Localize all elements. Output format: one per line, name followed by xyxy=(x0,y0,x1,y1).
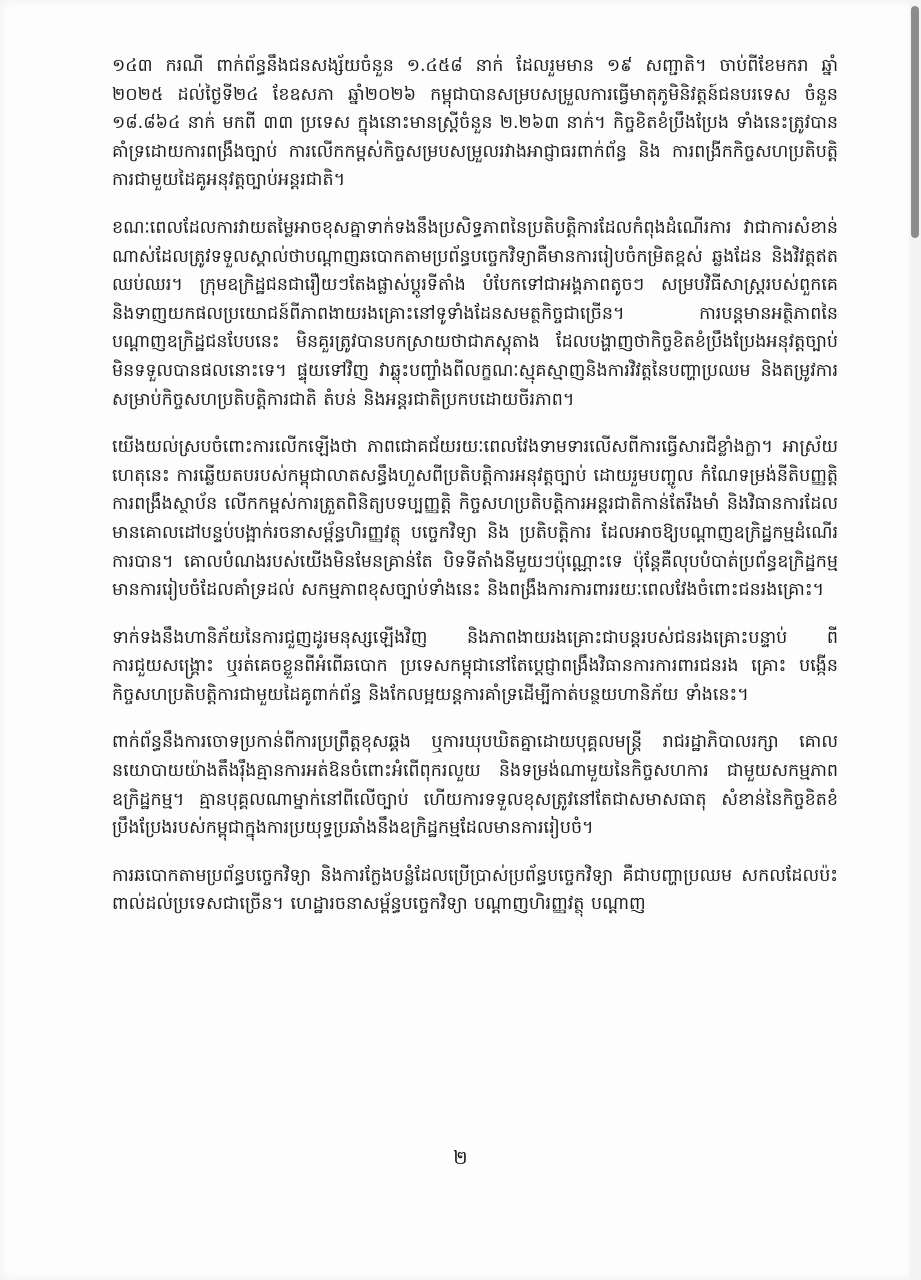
scrollbar-thumb[interactable] xyxy=(911,6,919,238)
paragraph-1: ១៤៣ ករណី ពាក់ព័ន្ធនឹងជនសង្ស័យចំនួន ១.៤៥៨ នាក់ ដែលរួមមាន ១៩ សញ្ជាតិ។ ចាប់ពីខែមករា ឆ្នាំ ២០២៥ ដល់ថ្ងៃទី២៤ ខែឧសភា ឆ្នាំ២០២៦ កម្ពុជាបានសម្របសម្រួលការធ្វើមាតុភូមិនិវត្តន៍ជនបរទេស ចំនួន ១៨.៨៦៤ នាក់ មកពី ៣៣ ប្រទេស ក្នុងនោះមានស្ត្រីចំនួន ២.២៦៣ នាក់។ កិច្ចខិតខំប្រឹងប្រែង ទាំងនេះត្រូវបានគាំទ្រដោយការពង្រឹងច្បាប់ ការលើកកម្ពស់កិច្ចសម្របសម្រួលរវាងអាជ្ញាធរពាក់ព័ន្ធ និង ការពង្រីកកិច្ចសហប្រតិបត្តិការជាមួយដៃគូអនុវត្តច្បាប់អន្តរជាតិ។ xyxy=(112,56,838,191)
paragraph-3: យើងយល់ស្របចំពោះការលើកឡើងថា ភាពជោគជ័យរយៈពេលវែងទាមទារលើសពីការធ្វើសារជីខ្លាំងក្លា។ អាស្រ័យហេតុនេះ ការឆ្លើយតបរបស់កម្ពុជាលាតសន្ធឹងហួសពីប្រតិបត្តិការអនុវត្តច្បាប់ ដោយរួមបញ្ចូល កំណែទម្រង់នីតិបញ្ញត្តិ ការពង្រឹងស្ថាប័ន លើកកម្ពស់ការត្រួតពិនិត្យបទប្បញ្ញត្តិ កិច្ចសហប្រតិបត្តិការអន្តរជាតិកាន់តែរឹងមាំ និងវិធានការដែលមានគោលដៅបន្ទប់បង្អាក់រចនាសម្ព័ន្ធហិរញ្ញវត្ថុ បច្ចេកវិទ្យា និង ប្រតិបត្តិការ ដែលអាចឱ្យបណ្តាញឧក្រិដ្ឋកម្មដំណើរការបាន។ គោលបំណងរបស់យើងមិនមែនគ្រាន់តែ បិទទីតាំងនីមួយៗប៉ុណ្ណោះទេ ប៉ុន្តែគឺលុបបំបាត់ប្រព័ន្ធឧក្រិដ្ឋកម្មមានការរៀបចំដែលគាំទ្រដល់ សកម្មភាពខុសច្បាប់ទាំងនេះ និងពង្រឹងការការពាររយៈពេលវែងចំពោះជនរងគ្រោះ។ xyxy=(112,437,838,601)
paragraph-2: ខណៈពេលដែលការវាយតម្លៃអាចខុសគ្នាទាក់ទងនឹងប្រសិទ្ធភាពនៃប្រតិបត្តិការដែលកំពុងដំណើរការ វាជាការសំខាន់ណាស់ដែលត្រូវទទួលស្គាល់ថាបណ្តាញឆបោកតាមប្រព័ន្ធបច្ចេកវិទ្យាគឺមានការរៀបចំកម្រិតខ្ពស់ ឆ្លងដែន និងវិវត្តឥតឈប់ឈរ។ ក្រុមឧក្រិដ្ឋជនជារឿយៗតែងផ្លាស់ប្តូរទីតាំង បំបែកទៅជាអង្គភាពតូចៗ សម្របវិធីសាស្ត្ររបស់ពួកគេ និងទាញយកផលប្រយោជន៍ពីភាពងាយរងគ្រោះនៅទូទាំងដែនសមត្ថកិច្ចជាច្រើន។ ការបន្តមានអត្ថិភាពនៃបណ្តាញឧក្រិដ្ឋជនបែបនេះ មិនគួរត្រូវបានបកស្រាយថាជាភស្តុតាង ដែលបង្ហាញថាកិច្ចខិតខំប្រឹងប្រែងអនុវត្តច្បាប់មិនទទួលបានផលនោះទេ។ ផ្ទុយទៅវិញ វាឆ្លុះបញ្ចាំងពីលក្ខណៈស្មុគស្មាញនិងការវិវត្តនៃបញ្ហាប្រឈម និងតម្រូវការសម្រាប់កិច្ចសហប្រតិបត្តិការជាតិ តំបន់ និងអន្តរជាតិប្រកបដោយចីរភាព។ xyxy=(112,217,838,410)
document-body xyxy=(112,52,838,938)
paragraph-6: ការឆបោកតាមប្រព័ន្ធបច្ចេកវិទ្យា និងការក្លែងបន្លំដែលប្រើប្រាស់ប្រព័ន្ធបច្ចេកវិទ្យា គឺជាបញ្ហាប្រឈម សកលដែលប៉ះពាល់ដល់ប្រទេសជាច្រើន។ ហេដ្ឋារចនាសម្ព័ន្ធបច្ចេកវិទ្យា បណ្តាញហិរញ្ញវត្ថុ បណ្តាញ xyxy=(112,865,838,915)
paragraph-4: ទាក់ទងនឹងហានិភ័យនៃការជួញដូរមនុស្សឡើងវិញ និងភាពងាយរងគ្រោះជាបន្តរបស់ជនរងគ្រោះបន្ទាប់ ពីការជួយសង្គ្រោះ ឬរត់គេចខ្លួនពីអំពើឆបោក ប្រទេសកម្ពុជានៅតែប្តេជ្ញាពង្រឹងវិធានការការពារជនរង គ្រោះ បង្កើនកិច្ចសហប្រតិបត្តិការជាមួយដៃគូពាក់ព័ន្ធ និងកែលម្អយន្តការគាំទ្រដើម្បីកាត់បន្ថយហានិភ័យ ទាំងនេះ។ xyxy=(112,627,838,705)
scrollbar-track[interactable] xyxy=(909,0,921,1280)
page-number: ២ xyxy=(453,1147,468,1169)
paragraph-5: ពាក់ព័ន្ធនឹងការចោទប្រកាន់ពីការប្រព្រឹត្តខុសឆ្គង ឬការឃុបឃិតគ្នាដោយបុគ្គលមន្ត្រី រាជរដ្ឋាភិបាលរក្សា គោលនយោបាយយ៉ាងតឹងរ៉ឹងគ្មានការអត់ឱនចំពោះអំពើពុករលួយ និងទម្រង់ណាមួយនៃកិច្ចសហការ ជាមួយសកម្មភាពឧក្រិដ្ឋកម្ម។ គ្មានបុគ្គលណាម្នាក់នៅពីលើច្បាប់ ហើយការទទួលខុសត្រូវនៅតែជាសមាសធាតុ សំខាន់នៃកិច្ចខិតខំប្រឹងប្រែងរបស់កម្ពុជាក្នុងការប្រយុទ្ធប្រឆាំងនឹងឧក្រិដ្ឋកម្មដែលមានការរៀបចំ។ xyxy=(112,732,838,839)
